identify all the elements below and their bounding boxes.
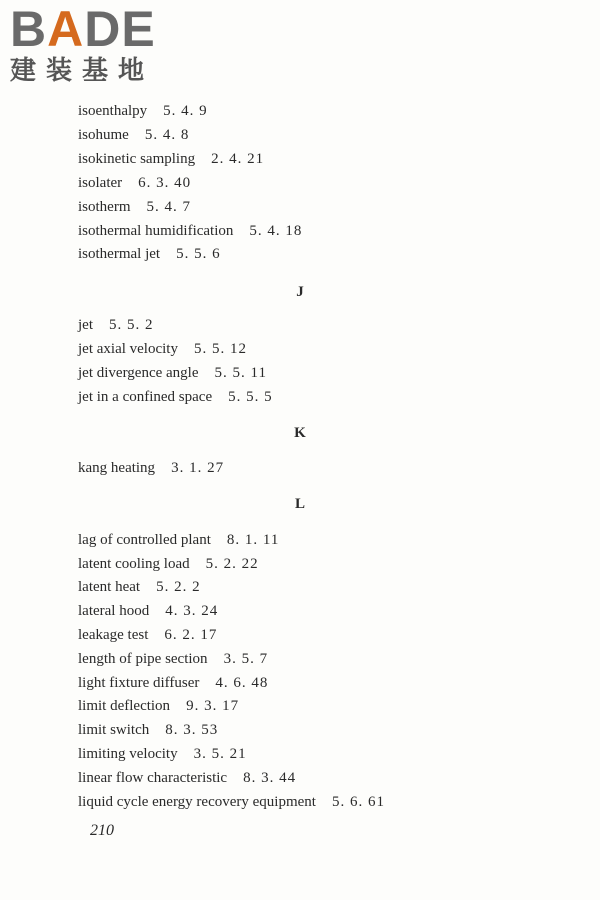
index-entry: latent cooling load 5. 2. 22 (78, 556, 259, 572)
index-entry: jet divergence angle 5. 5. 11 (78, 365, 267, 381)
index-entry: latent heat 5. 2. 2 (78, 579, 201, 595)
index-entry: isokinetic sampling 2. 4. 21 (78, 151, 265, 167)
index-entry: linear flow characteristic 8. 3. 44 (78, 770, 297, 786)
logo-wordmark (10, 2, 156, 56)
bade-logo (8, 2, 178, 88)
index-entry: isotherm 5. 4. 7 (78, 199, 191, 215)
section-heading-l: L (294, 496, 305, 512)
index-entry: light fixture diffuser 4. 6. 48 (78, 675, 269, 691)
index-entry: limiting velocity 3. 5. 21 (78, 746, 247, 762)
index-entry: jet in a confined space 5. 5. 5 (78, 389, 273, 405)
index-entry: kang heating 3. 1. 27 (78, 460, 225, 476)
index-entry: liquid cycle energy recovery equipment 5. 6. 61 (78, 794, 385, 810)
index-entry: isolater 6. 3. 40 (78, 175, 192, 191)
index-entry: leakage test 6. 2. 17 (78, 627, 218, 643)
index-entry: jet axial velocity 5. 5. 12 (78, 341, 247, 357)
logo-letter-a: A (47, 1, 85, 57)
page-number: 210 (90, 822, 114, 839)
index-entry: limit deflection 9. 3. 17 (78, 698, 240, 714)
index-entry: isohume 5. 4. 8 (78, 127, 190, 143)
index-entry: lag of controlled plant 8. 1. 11 (78, 532, 280, 548)
index-entry: length of pipe section 3. 5. 7 (78, 651, 269, 667)
index-entry: limit switch 8. 3. 53 (78, 722, 219, 738)
logo-letters-de: DE (84, 1, 156, 57)
index-entry: isoenthalpy 5. 4. 9 (78, 103, 208, 119)
index-entry: isothermal jet 5. 5. 6 (78, 246, 221, 262)
section-heading-j: J (296, 284, 304, 300)
index-entry: jet 5. 5. 2 (78, 317, 154, 333)
index-entry: lateral hood 4. 3. 24 (78, 603, 219, 619)
index-entry: isothermal humidification 5. 4. 18 (78, 223, 303, 239)
logo-letter-b: B (10, 1, 48, 57)
logo-chinese: 建装基地 (10, 56, 155, 86)
section-heading-k: K (294, 425, 306, 441)
